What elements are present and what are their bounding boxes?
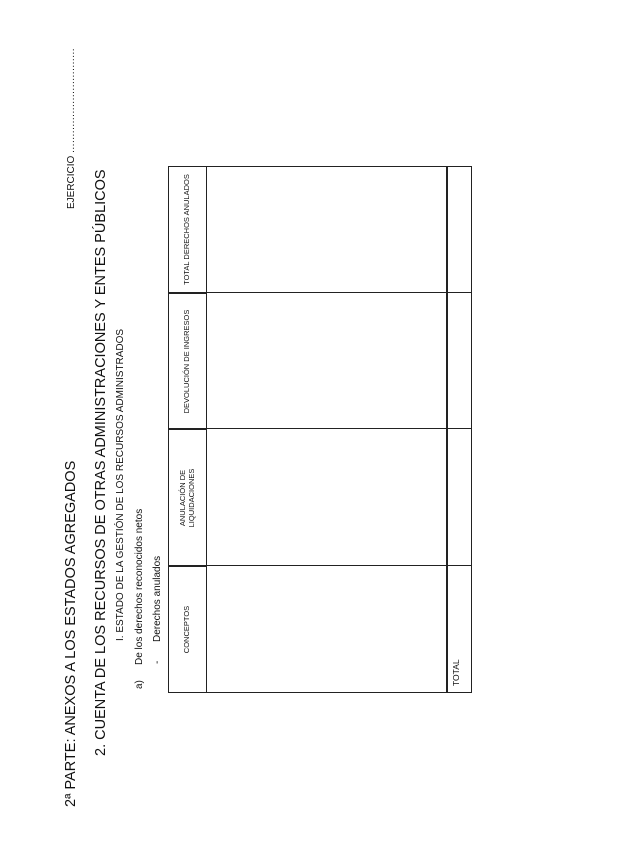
list-item-text: De los derechos reconocidos netos: [134, 508, 145, 665]
bullet-dash: -: [152, 660, 163, 664]
total-row-label: TOTAL: [451, 659, 461, 686]
column-header-anulacion: ANULACIÓN DE LIQUIDACIONES: [169, 429, 206, 566]
bullet-text: Derechos anulados: [152, 555, 163, 642]
list-item-a: [134, 509, 145, 689]
exercise-dots: ................................: [66, 47, 77, 153]
header-separator: [206, 167, 207, 692]
subsection-title: I. ESTADO DE LA GESTIÓN DE LOS RECURSOS ADMINISTRADOS: [115, 328, 126, 641]
exercise-label: EJERCICIO: [66, 155, 77, 209]
column-header-conceptos: CONCEPTOS: [169, 566, 206, 692]
rights-table: [168, 166, 472, 693]
total-separator: [446, 167, 448, 692]
column-header-devolucion: DEVOLUCIÓN DE INGRESOS: [169, 293, 206, 429]
column-divider: [169, 428, 471, 429]
column-divider: [169, 292, 471, 293]
list-item-letter: a): [134, 680, 145, 689]
column-divider: [169, 565, 471, 566]
exercise-field: [66, 48, 77, 209]
part-title: 2ª PARTE: ANEXOS A LOS ESTADOS AGREGADOS: [63, 460, 79, 807]
bullet-item: [152, 556, 163, 664]
section-title: 2. CUENTA DE LOS RECURSOS DE OTRAS ADMINISTRACIONES Y ENTES PÚBLICOS: [93, 169, 109, 756]
column-header-total: TOTAL DERECHOS ANULADOS: [182, 174, 192, 285]
